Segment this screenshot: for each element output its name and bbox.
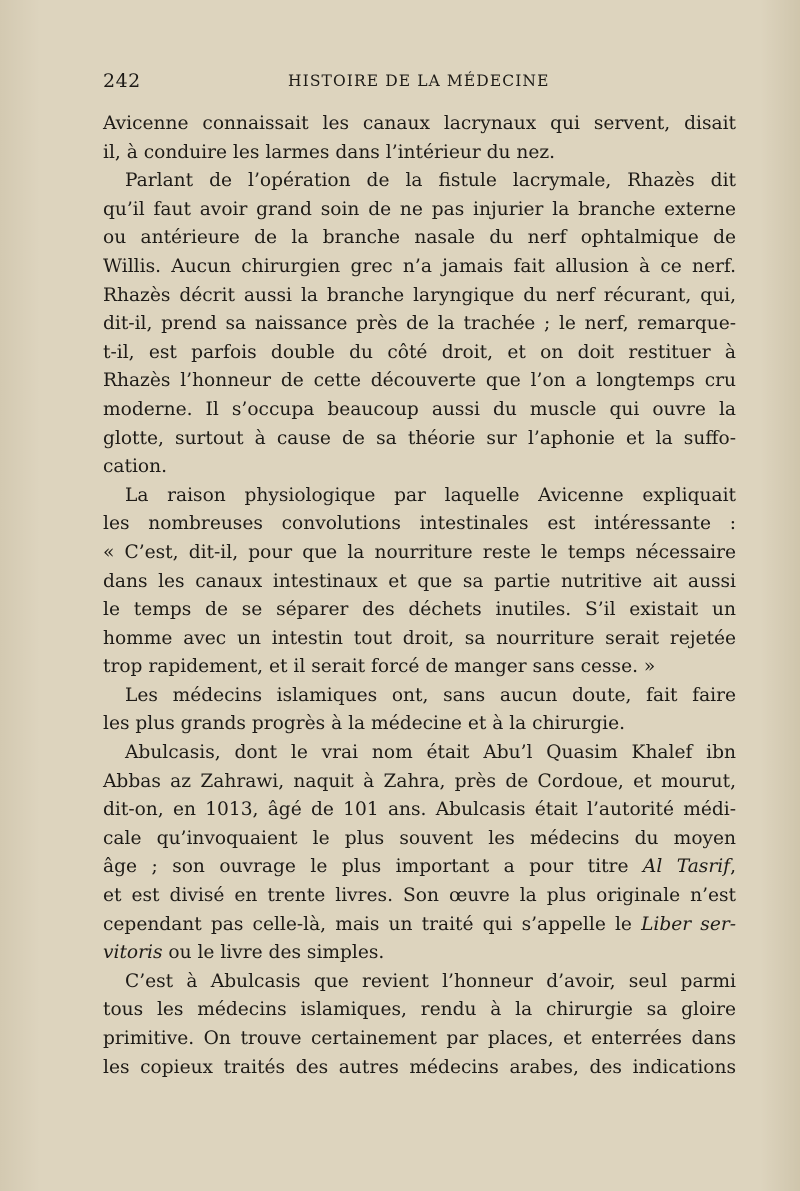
text-line: dit-il, prend sa naissance près de la trachée ; le nerf, remarque- [103, 313, 736, 335]
text-line: les plus grands progrès à la médecine et à la chirurgie. [103, 713, 626, 735]
text-line [103, 939, 736, 968]
text-segment: cependant pas celle-là, mais un traité qui s’appelle le [103, 913, 642, 935]
text-line: ou antérieure de la branche nasale du nerf ophtalmique de [103, 227, 736, 249]
italic-title: vitoris [103, 942, 163, 964]
text-segment: âge ; son ouvrage le plus important a pour titre [103, 856, 643, 878]
running-title: HISTOIRE DE LA MÉDECINE [288, 72, 550, 90]
text-line: cation. [103, 456, 167, 478]
text-line: Abbas az Zahrawi, naquit à Zahra, près de Cordoue, et mourut, [103, 770, 736, 792]
text-line: homme avec un intestin tout droit, sa nourriture serait rejetée [103, 627, 736, 649]
text-line: le temps de se séparer des déchets inutiles. S’il existait un [103, 599, 736, 621]
text-line: C’est à Abulcasis que revient l’honneur d’avoir, seul parmi [125, 970, 736, 992]
text-line: il, à conduire les larmes dans l’intérieur du nez. [103, 141, 556, 163]
text-segment: , [730, 856, 736, 878]
page-number: 242 [103, 70, 141, 92]
text-line: Willis. Aucun chirurgien grec n’a jamais fait allusion à ce nerf. [103, 255, 736, 277]
text-line: tous les médecins islamiques, rendu à la chirurgie sa gloire [103, 999, 736, 1021]
italic-title: Al Tasrif [642, 856, 731, 878]
text-line: Rhazès l’honneur de cette découverte que l’on a longtemps cru [103, 370, 736, 392]
text-line: trop rapidement, et il serait forcé de manger sans cesse. » [103, 656, 656, 678]
text-line: « C’est, dit-il, pour que la nourriture reste le temps nécessaire [103, 541, 736, 563]
body-text [103, 110, 736, 1082]
text-line: et est divisé en trente livres. Son œuvre la plus originale n’est [103, 885, 736, 907]
text-line: Parlant de l’opération de la fistule lacrymale, Rhazès dit [125, 170, 736, 192]
text-line: Avicenne connaissait les canaux lacrynaux qui servent, disait [103, 113, 736, 134]
text-line: dit-on, en 1013, âgé de 101 ans. Abulcasis était l’autorité médi- [103, 799, 736, 821]
text-line: primitive. On trouve certainement par places, et enterrées dans [103, 1028, 736, 1049]
text-line: dans les canaux intestinaux et que sa partie nutritive ait aussi [103, 570, 736, 592]
text-line [103, 911, 736, 940]
text-line: Les médecins islamiques ont, sans aucun doute, fait faire [125, 684, 736, 706]
italic-title: Liber ser- [641, 913, 737, 935]
text-line: t-il, est parfois double du côté droit, et on doit restituer à [103, 341, 736, 363]
text-line: Abulcasis, dont le vrai nom était Abu’l Quasim Khalef ibn [125, 742, 736, 764]
text-line: La raison physiologique par laquelle Avicenne expliquait [125, 484, 736, 506]
page-header [103, 70, 735, 100]
text-line: glotte, surtout à cause de sa théorie sur l’aphonie et la suffo- [103, 427, 736, 449]
text-line: qu’il faut avoir grand soin de ne pas injurier la branche externe [103, 198, 736, 220]
text-line: les nombreuses convolutions intestinales est intéressante : [103, 513, 736, 535]
text-line: Rhazès décrit aussi la branche laryngique du nerf récurant, qui, [103, 284, 736, 306]
text-line: cale qu’invoquaient le plus souvent les médecins du moyen [103, 827, 736, 849]
text-line: moderne. Il s’occupa beaucoup aussi du muscle qui ouvre la [103, 398, 736, 420]
text-line [103, 853, 736, 882]
text-segment: ou le livre des simples. [162, 942, 385, 964]
text-line: les copieux traités des autres médecins arabes, des indications [103, 1056, 736, 1078]
